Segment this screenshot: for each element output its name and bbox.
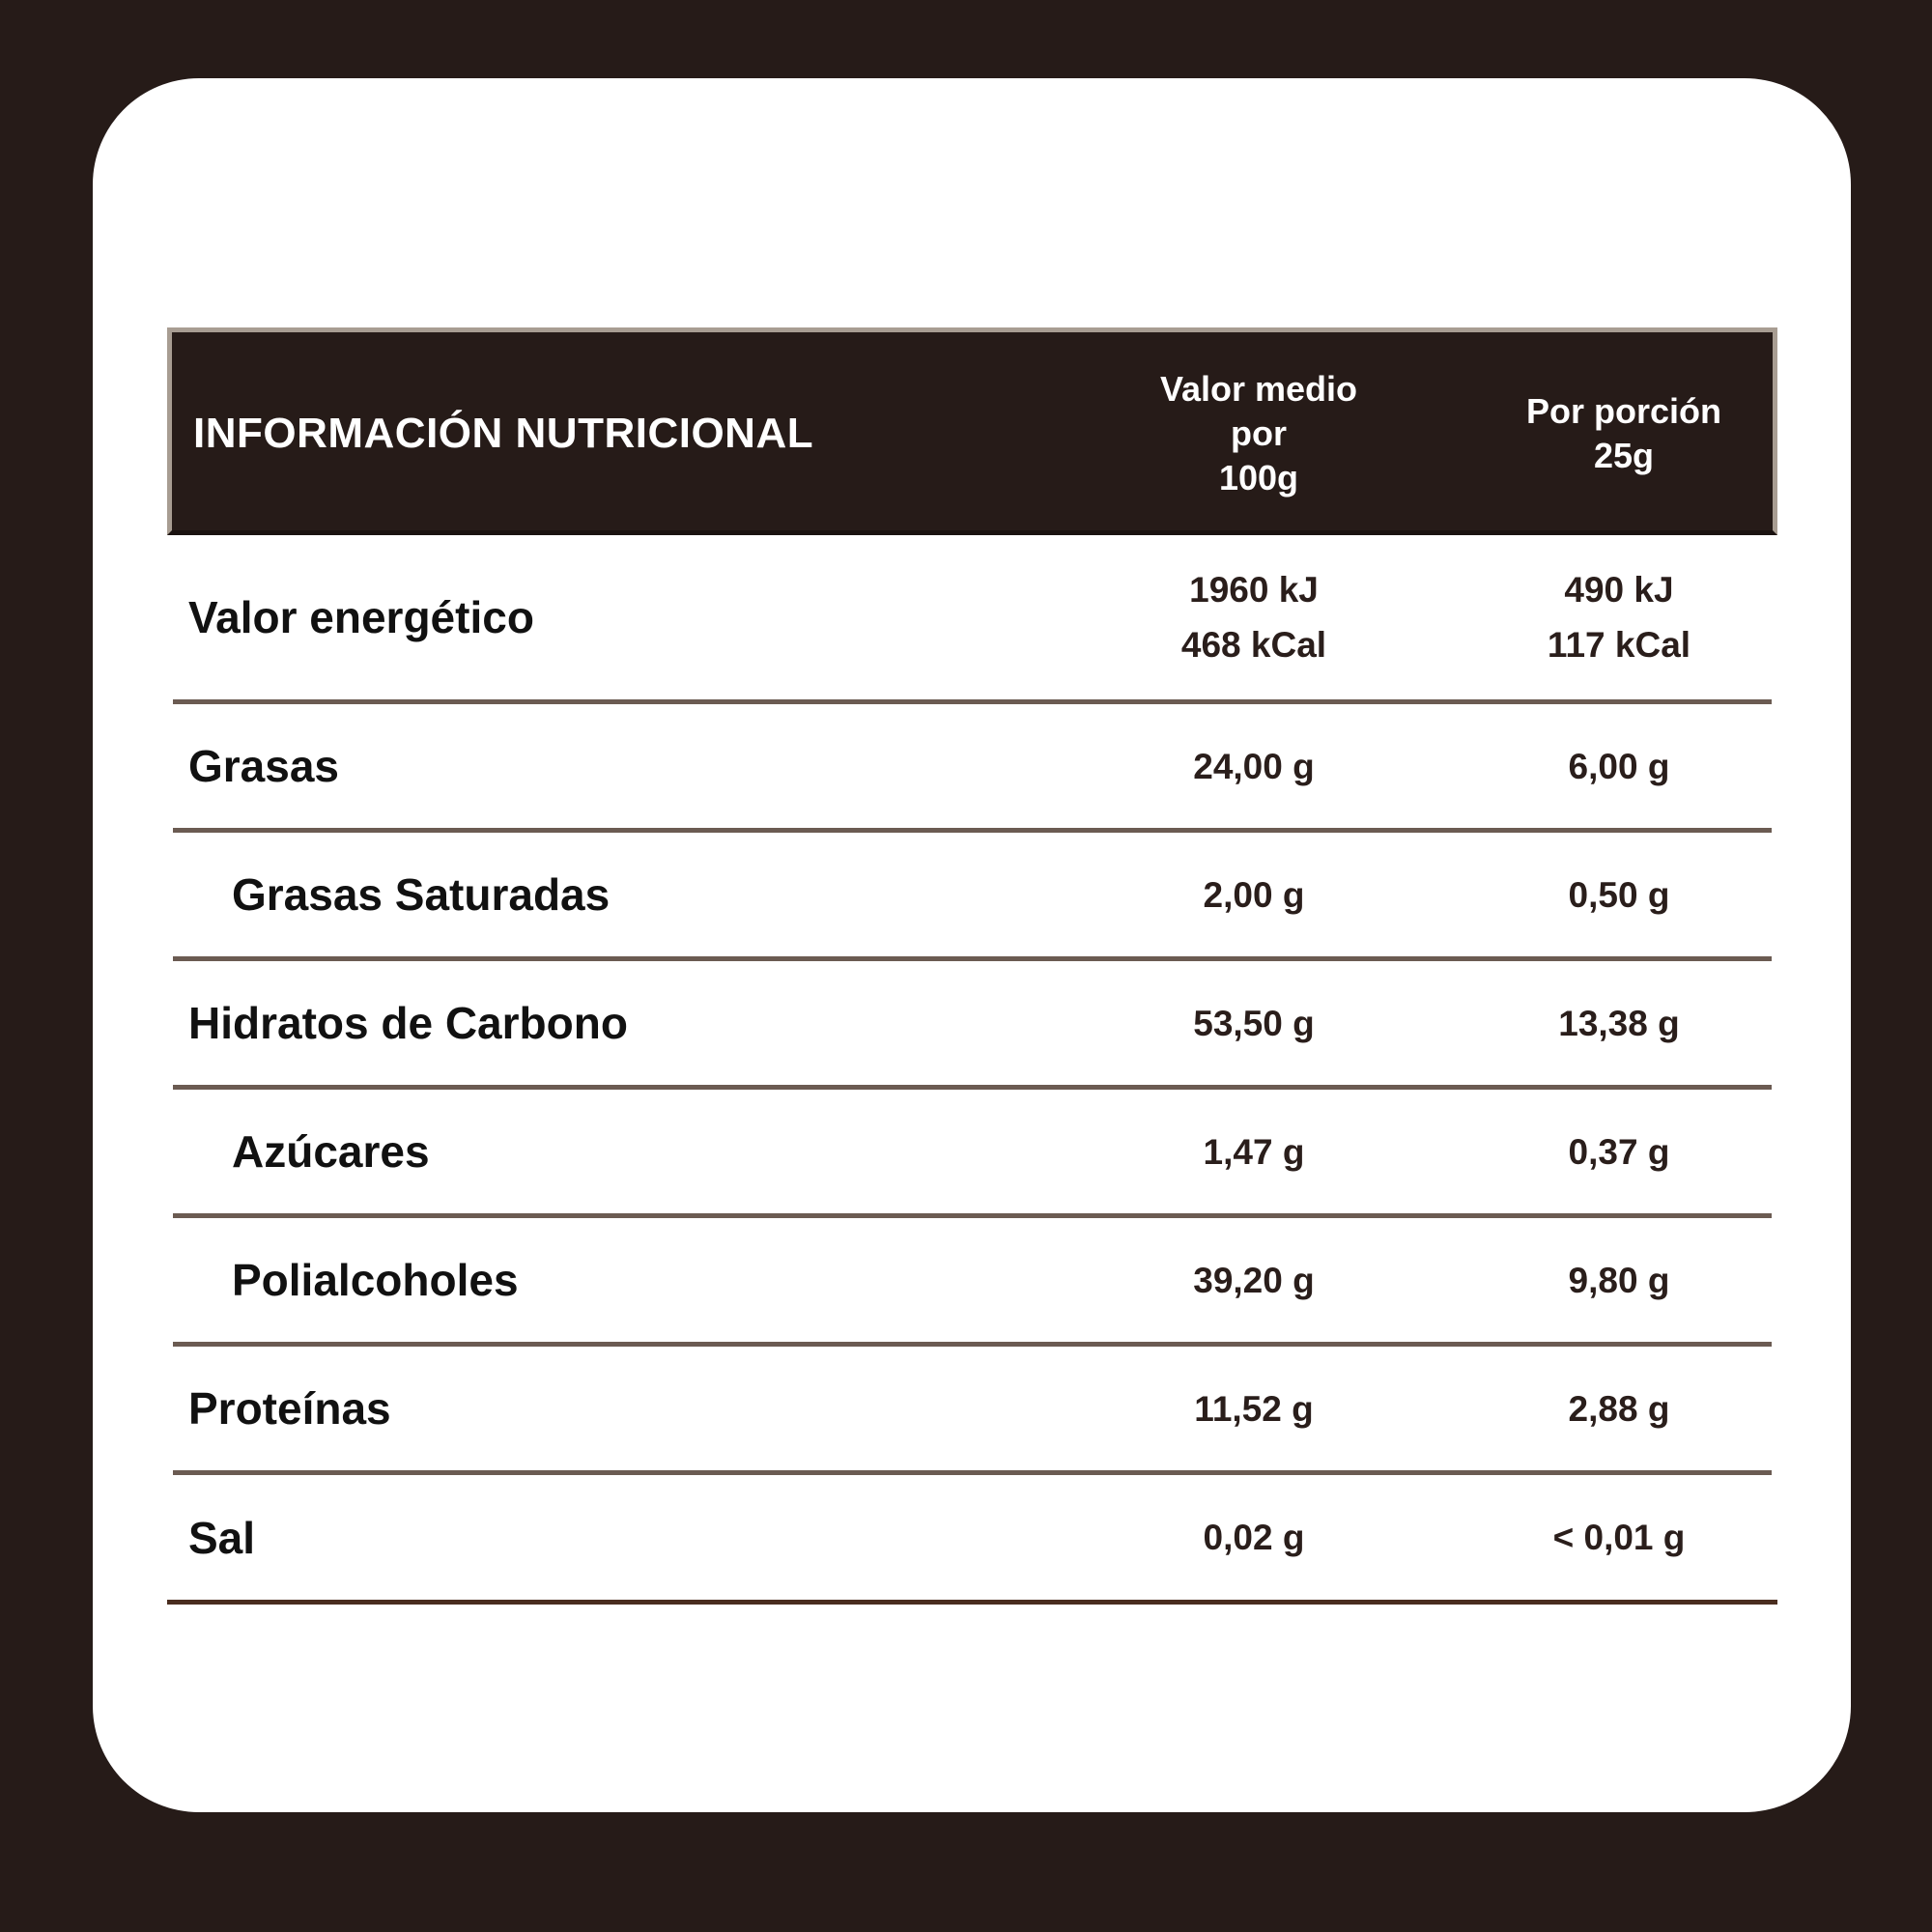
value-per-100g: 1,47 g	[1203, 1131, 1305, 1172]
value-per-portion: 9,80 g	[1568, 1260, 1670, 1300]
value-line: 1960 kJ	[1189, 570, 1319, 610]
row-label: Grasas Saturadas	[232, 869, 611, 920]
row-label: Sal	[188, 1512, 256, 1563]
table-row	[173, 961, 1772, 1090]
row-label: Grasas	[188, 741, 340, 791]
row-label: Azúcares	[232, 1126, 430, 1177]
table-row	[173, 1347, 1772, 1475]
table-row	[173, 535, 1772, 704]
table-row	[167, 1475, 1777, 1605]
value-per-portion: 0,50 g	[1568, 874, 1670, 915]
value-per-100g	[1070, 535, 1437, 699]
column-header-per-portion	[1440, 332, 1807, 535]
row-label: Proteínas	[188, 1383, 391, 1434]
row-label: Valor energético	[188, 592, 534, 642]
value-per-100g: 11,52 g	[1194, 1388, 1314, 1429]
value-line: 490 kJ	[1564, 570, 1674, 610]
table-row	[173, 704, 1772, 833]
value-per-100g: 24,00 g	[1193, 746, 1315, 786]
row-label: Hidratos de Carbono	[188, 998, 628, 1048]
row-label: Polialcoholes	[232, 1255, 519, 1305]
value-per-portion: 2,88 g	[1568, 1388, 1670, 1429]
nutrition-table	[167, 327, 1777, 1605]
value-per-100g: 39,20 g	[1193, 1260, 1315, 1300]
value-per-portion: 0,37 g	[1568, 1131, 1670, 1172]
column-header-line: Valor medio	[1159, 369, 1358, 409]
column-header-line: 25g	[1593, 436, 1655, 475]
value-per-portion: < 0,01 g	[1552, 1518, 1686, 1557]
column-header-line: por	[1231, 413, 1287, 453]
value-per-portion	[1435, 535, 1803, 699]
table-title: INFORMACIÓN NUTRICIONAL	[193, 410, 814, 457]
column-header-line: Por porción	[1525, 391, 1721, 431]
value-line: 468 kCal	[1180, 625, 1327, 665]
column-header-line: 100g	[1218, 458, 1299, 497]
table-row	[173, 1218, 1772, 1347]
value-line: 117 kCal	[1547, 625, 1691, 665]
table-header	[167, 327, 1777, 535]
value-per-100g: 0,02 g	[1203, 1518, 1305, 1557]
value-per-100g: 2,00 g	[1203, 874, 1305, 915]
value-per-100g: 53,50 g	[1193, 1003, 1315, 1043]
table-row	[173, 1090, 1772, 1218]
table-row	[173, 833, 1772, 961]
value-per-portion: 6,00 g	[1568, 746, 1670, 786]
value-per-portion: 13,38 g	[1558, 1003, 1680, 1043]
column-header-per-100g	[1075, 332, 1442, 535]
